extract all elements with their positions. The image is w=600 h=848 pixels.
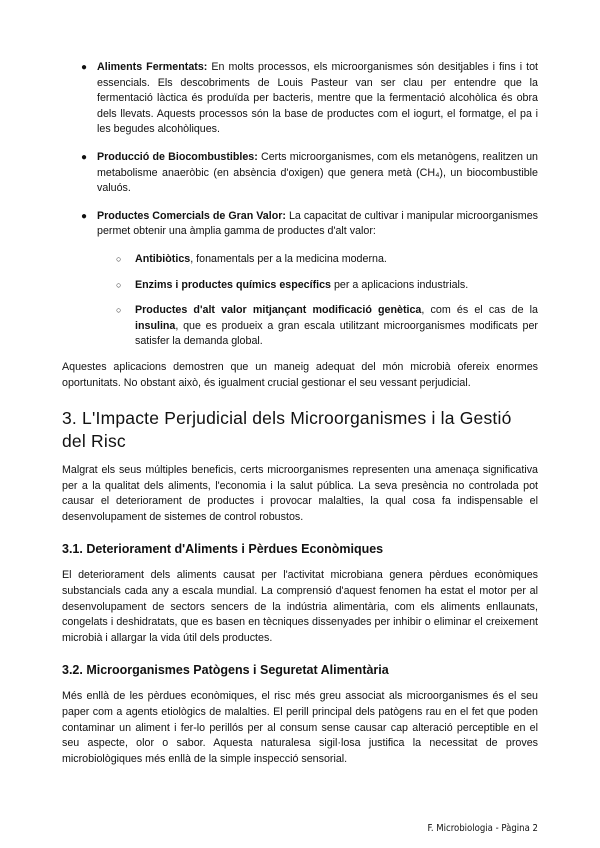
section-3-intro: Malgrat els seus múltiples beneficis, certs microorganismes representen una amenaça significativa per a la qualitat dels aliments, l'economia i la salut pública. La seva presència no controlada pot causar el deteriorament de productes i provocar malalties, la qual cosa fa indispensable el desenvolupament de sistemes de control robustos. [62,464,538,523]
section-3-2-text: Més enllà de les pèrdues econòmiques, el risc més greu associat als microorganismes és el seu paper com a agents etiològics de malalties. El perill principal dels patògens rau en el fet que poden contaminar un aliment i fer-lo perillós per al consum sense causar cap alteració perceptible en el seu aspecte, olor o sabor. Aquesta naturalesa sigil·losa justifica la necessitat de proves microbiològiques més enllà de la simple inspecció sensorial. [62,690,538,765]
section-3-2-heading: 3.2. Microorganismes Patògens i Seguretat Alimentària [62,663,389,678]
page-footer: F. Microbiologia - Pàgina 2 [427,823,538,834]
list-item-title: Aliments Fermentats: [97,61,208,73]
bullet-icon: ● [81,62,88,73]
bullet-icon: ● [81,151,88,163]
list-item [62,60,538,138]
sublist-item-text: , com és el cas de la [421,304,538,317]
section-3-heading: 3. L'Impacte Perjudicial dels Microorganismes i la Gestió del Risc [62,408,512,452]
page-content [62,60,538,767]
applications-list [62,60,538,350]
list-item-text: La capacitat de cultivar i manipular microorganismes permet obtenir una àmplia gamma de productes d'alt valor: [97,209,538,238]
hollow-bullet-icon: ○ [116,279,122,290]
sublist-item-title: Enzims i productes químics específics [135,278,332,291]
sublist-item [97,278,538,294]
sublist-item-text-2: , que es produeix a gran escala utilitzant microorganismes modificats per satisfer la demanda global. [135,319,538,348]
hollow-bullet-icon: ○ [116,253,122,264]
list-item [62,150,538,197]
list-item-title: Producció de Biocombustibles: [97,150,258,163]
list-item-text: En molts processos, els microorganismes són desitjables i fins i tot essencials. Els descobriments de Louis Pasteur van ser clau per entendre que la fermentació làctica és produïda per bacteris, mentre que la fermentació alcohòlica és obra dels llevats. Aquests processos són la base de productes com el iogurt, el formatge, el pa i les begudes alcohòliques. [97,61,538,136]
sublist-item [97,303,538,350]
bullet-icon: ● [81,210,88,222]
sublist-item-title: Productes d'alt valor mitjançant modificació genètica [135,304,422,317]
sublist-item-text: , fonamentals per a la medicina moderna. [190,252,387,265]
sublist-item-emphasis: insulina [135,319,176,332]
list-item-text: Certs microorganismes, com els metanògens, realitzen un metabolisme anaeròbic (en absència d'oxigen) que genera metà (CH₄), un biocombustible valuós. [97,150,538,195]
sublist-item-title: Antibiòtics [135,252,191,265]
sublist-item-text: per a aplicacions industrials. [331,278,469,291]
closing-paragraph: Aquestes aplicacions demostren que un maneig adequat del món microbià ofereix enormes oportunitats. No obstant això, és igualment crucial gestionar el seu vessant perjudicial. [62,360,538,389]
product-sublist [97,252,538,350]
list-item-title: Productes Comercials de Gran Valor: [97,209,286,222]
list-item [62,209,538,350]
hollow-bullet-icon: ○ [116,305,122,316]
section-3-1-text: El deteriorament dels aliments causat per l'activitat microbiana genera pèrdues econòmiques substancials cada any a escala mundial. La comprensió d'aquest fenomen ha estat el motor per al desenvolupament de sectors sencers de la indústria alimentària, com els aliments enllaunats, congelats i deshidratats, que es basen en tècniques dissenyades per inhibir o eliminar el creixement microbià i allargar la vida útil dels productes. [62,569,538,644]
sublist-item [97,252,538,268]
section-3-1-heading: 3.1. Deteriorament d'Aliments i Pèrdues Econòmiques [62,542,384,557]
